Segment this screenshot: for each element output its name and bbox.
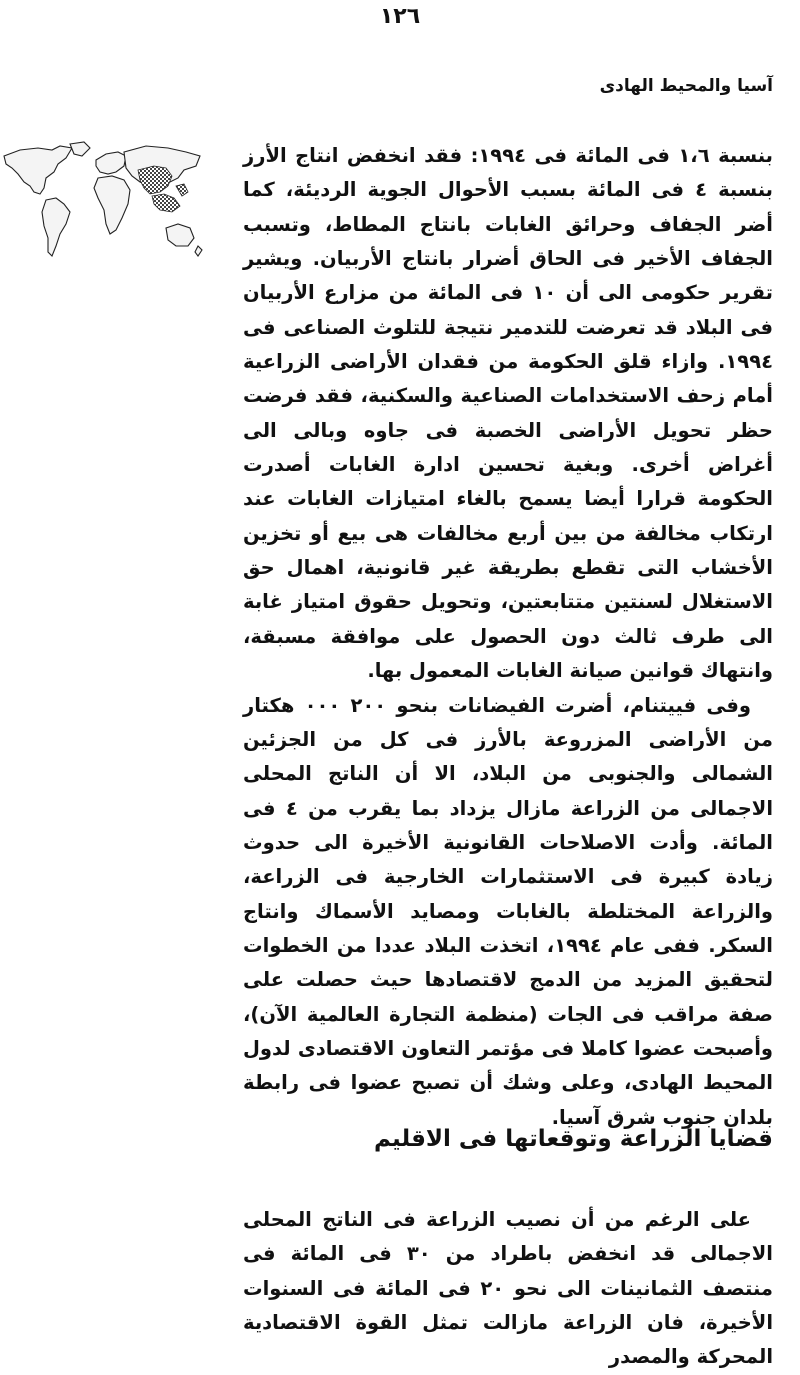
body-text-1 — [243, 139, 773, 1135]
south-america-shape — [42, 198, 70, 256]
greenland-shape — [70, 142, 90, 156]
australia-shape — [166, 224, 194, 246]
page-number: ١٢٦ — [379, 4, 421, 29]
running-head: آسيا والمحيط الهادى — [599, 76, 773, 96]
north-america-shape — [4, 146, 72, 194]
europe-shape — [96, 152, 126, 174]
paragraph: وفى فييتنام، أضرت الفيضانات بنحو ٢٠٠ ٠٠٠ هكتار من الأراضى المزروعة بالأرز فى كل من الجزئين الشمالى والجنوبى من البلاد، الا أن الناتج المحلى الاجمالى من الزراعة مازال يزداد بما يقرب من ٤ فى المائة. وأدت الاصلاحات القانونية الأخيرة الى حدوث زيادة كبيرة فى الاستثمارات الخارجية فى الزراعة، والزراعة المختلطة بالغابات ومصايد الأسماك وانتاج السكر. ففى عام ١٩٩٤، اتخذت البلاد عددا من الخطوات لتحقيق المزيد من الدمج لاقتصادها حيث حصلت على صفة مراقب فى الجات (منظمة التجارة العالمية الآن)، وأصبحت عضوا كاملا فى مؤتمر التعاون الاقتصادى لدول المحيط الهادى، وعلى وشك أن تصبح عضوا فى رابطة بلدان جنوب شرق آسيا. — [243, 693, 774, 1129]
paragraph: على الرغم من أن نصيب الزراعة فى الناتج المحلى الاجمالى قد انخفض باطراد من ٣٠ فى المائة فى منتصف الثمانينات الى نحو ٢٠ فى المائة فى السنوات الأخيرة، فان الزراعة مازالت تمثل القوة الاقتصادية المحركة والمصدر — [243, 1208, 773, 1369]
world-map-icon — [0, 138, 210, 278]
paragraph: بنسبة ١،٦ فى المائة فى ١٩٩٤: فقد انخفض انتاج الأرز بنسبة ٤ فى المائة بسبب الأحوال الجوية الرديئة، كما أضر الجفاف وحرائق الغابات بانتاج المطاط، وتسبب الجفاف الأخير فى الحاق أضرار بانتاج الأربيان. ويشير تقرير حكومى الى أن ١٠ فى المائة من مزارع الأربيان فى البلاد قد تعرضت للتدمير نتيجة للتلوث الصناعى فى ١٩٩٤. وازاء قلق الحكومة من فقدان الأراضى الزراعية أمام زحف الاستخدامات الصناعية والسكنية، فقد فرضت حظر تحويل الأراضى الخصبة فى جاوه وبالى الى أغراض أخرى. وبغية تحسين ادارة الغابات أصدرت الحكومة قرارا أيضا يسمح بالغاء امتيازات الغابات عند ارتكاب مخالفة من بين أربع مخالفات هى بيع أو تخزين الأخشاب التى تقطع بطريقة غير قانونية، اهمال حق الاستغلال لسنتين متتابعتين، وتحويل حقوق امتياز غابة الى طرف ثالث دون الحصول على موافقة مسبقة، وانتهاك قوانين صيانة الغابات المعمول بها. — [243, 144, 773, 683]
new-zealand-shape — [195, 246, 202, 256]
africa-shape — [94, 176, 130, 234]
body-text-2 — [243, 1203, 773, 1375]
section-heading: قضايا الزراعة وتوقعاتها فى الاقليم — [374, 1126, 773, 1152]
